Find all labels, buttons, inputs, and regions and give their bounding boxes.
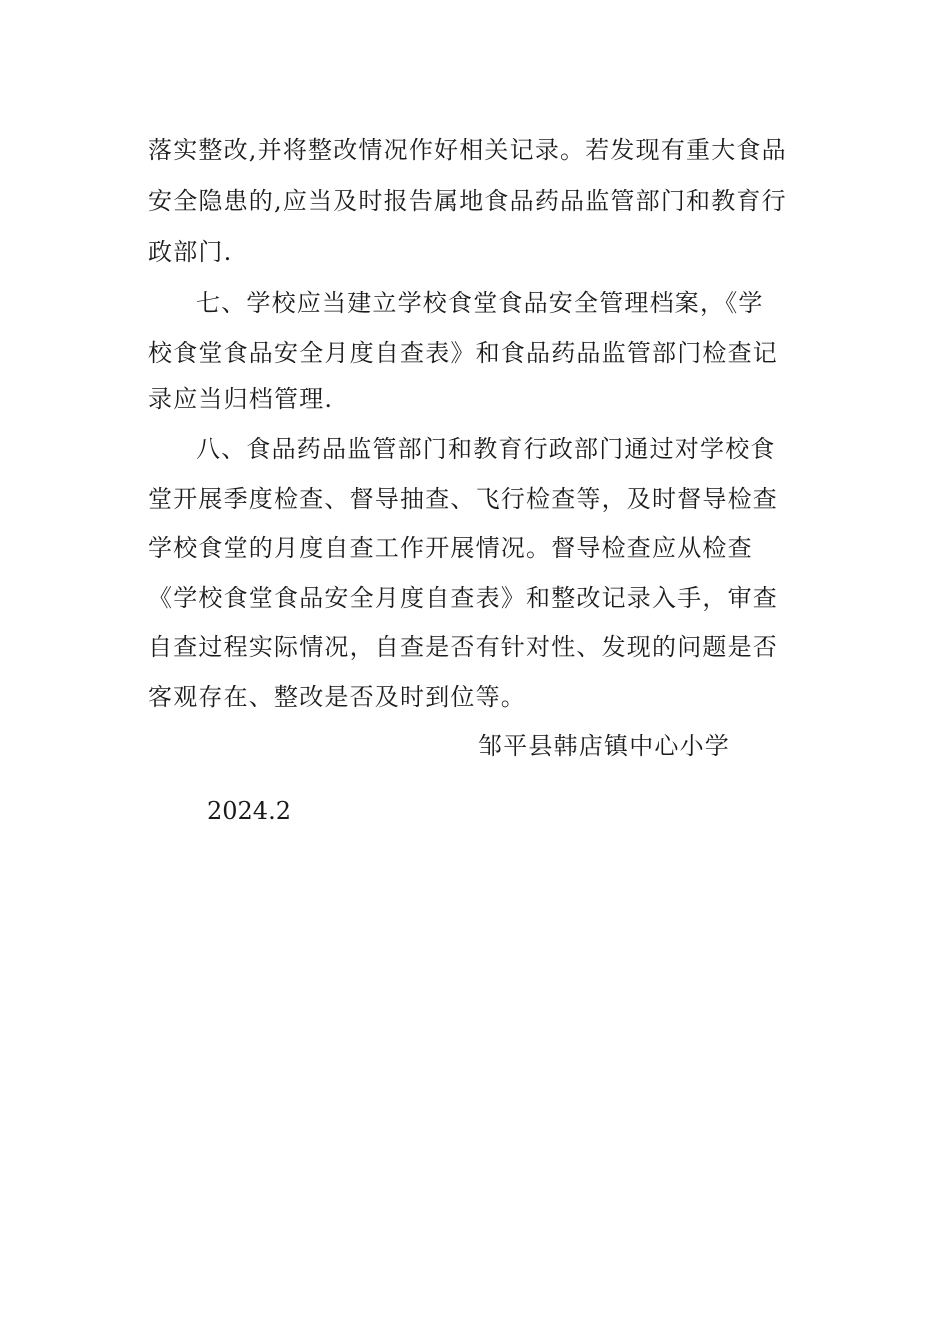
issuer-signature: 邹平县韩店镇中心小学	[478, 732, 730, 760]
paragraph-six-line-2: 安全隐患的,应当及时报告属地食品药品监管部门和教育行	[148, 187, 787, 215]
issue-date: 2024.2	[207, 797, 291, 825]
paragraph-eight-line-3: 学校食堂的月度自查工作开展情况。督导检查应从检查	[148, 534, 753, 562]
paragraph-eight-line-6: 客观存在、整改是否及时到位等。	[148, 683, 526, 711]
paragraph-seven-line-1: 七、学校应当建立学校食堂食品安全管理档案，《学	[196, 289, 764, 317]
paragraph-seven-line-2: 校食堂食品安全月度自查表》和食品药品监管部门检查记	[148, 339, 778, 367]
paragraph-eight-line-1: 八、食品药品监管部门和教育行政部门通过对学校食	[196, 435, 776, 463]
paragraph-eight-line-5: 自查过程实际情况，自查是否有针对性、发现的问题是否	[148, 633, 778, 661]
paragraph-six-line-1: 落实整改,并将整改情况作好相关记录。若发现有重大食品	[148, 136, 787, 164]
paragraph-seven-line-3: 录应当归档管理.	[148, 385, 334, 413]
paragraph-eight-line-2: 堂开展季度检查、督导抽查、飞行检查等，及时督导检查	[148, 485, 778, 513]
paragraph-six-line-3: 政部门.	[148, 238, 233, 266]
paragraph-eight-line-4: 《学校食堂食品安全月度自查表》和整改记录入手，审查	[148, 584, 778, 612]
